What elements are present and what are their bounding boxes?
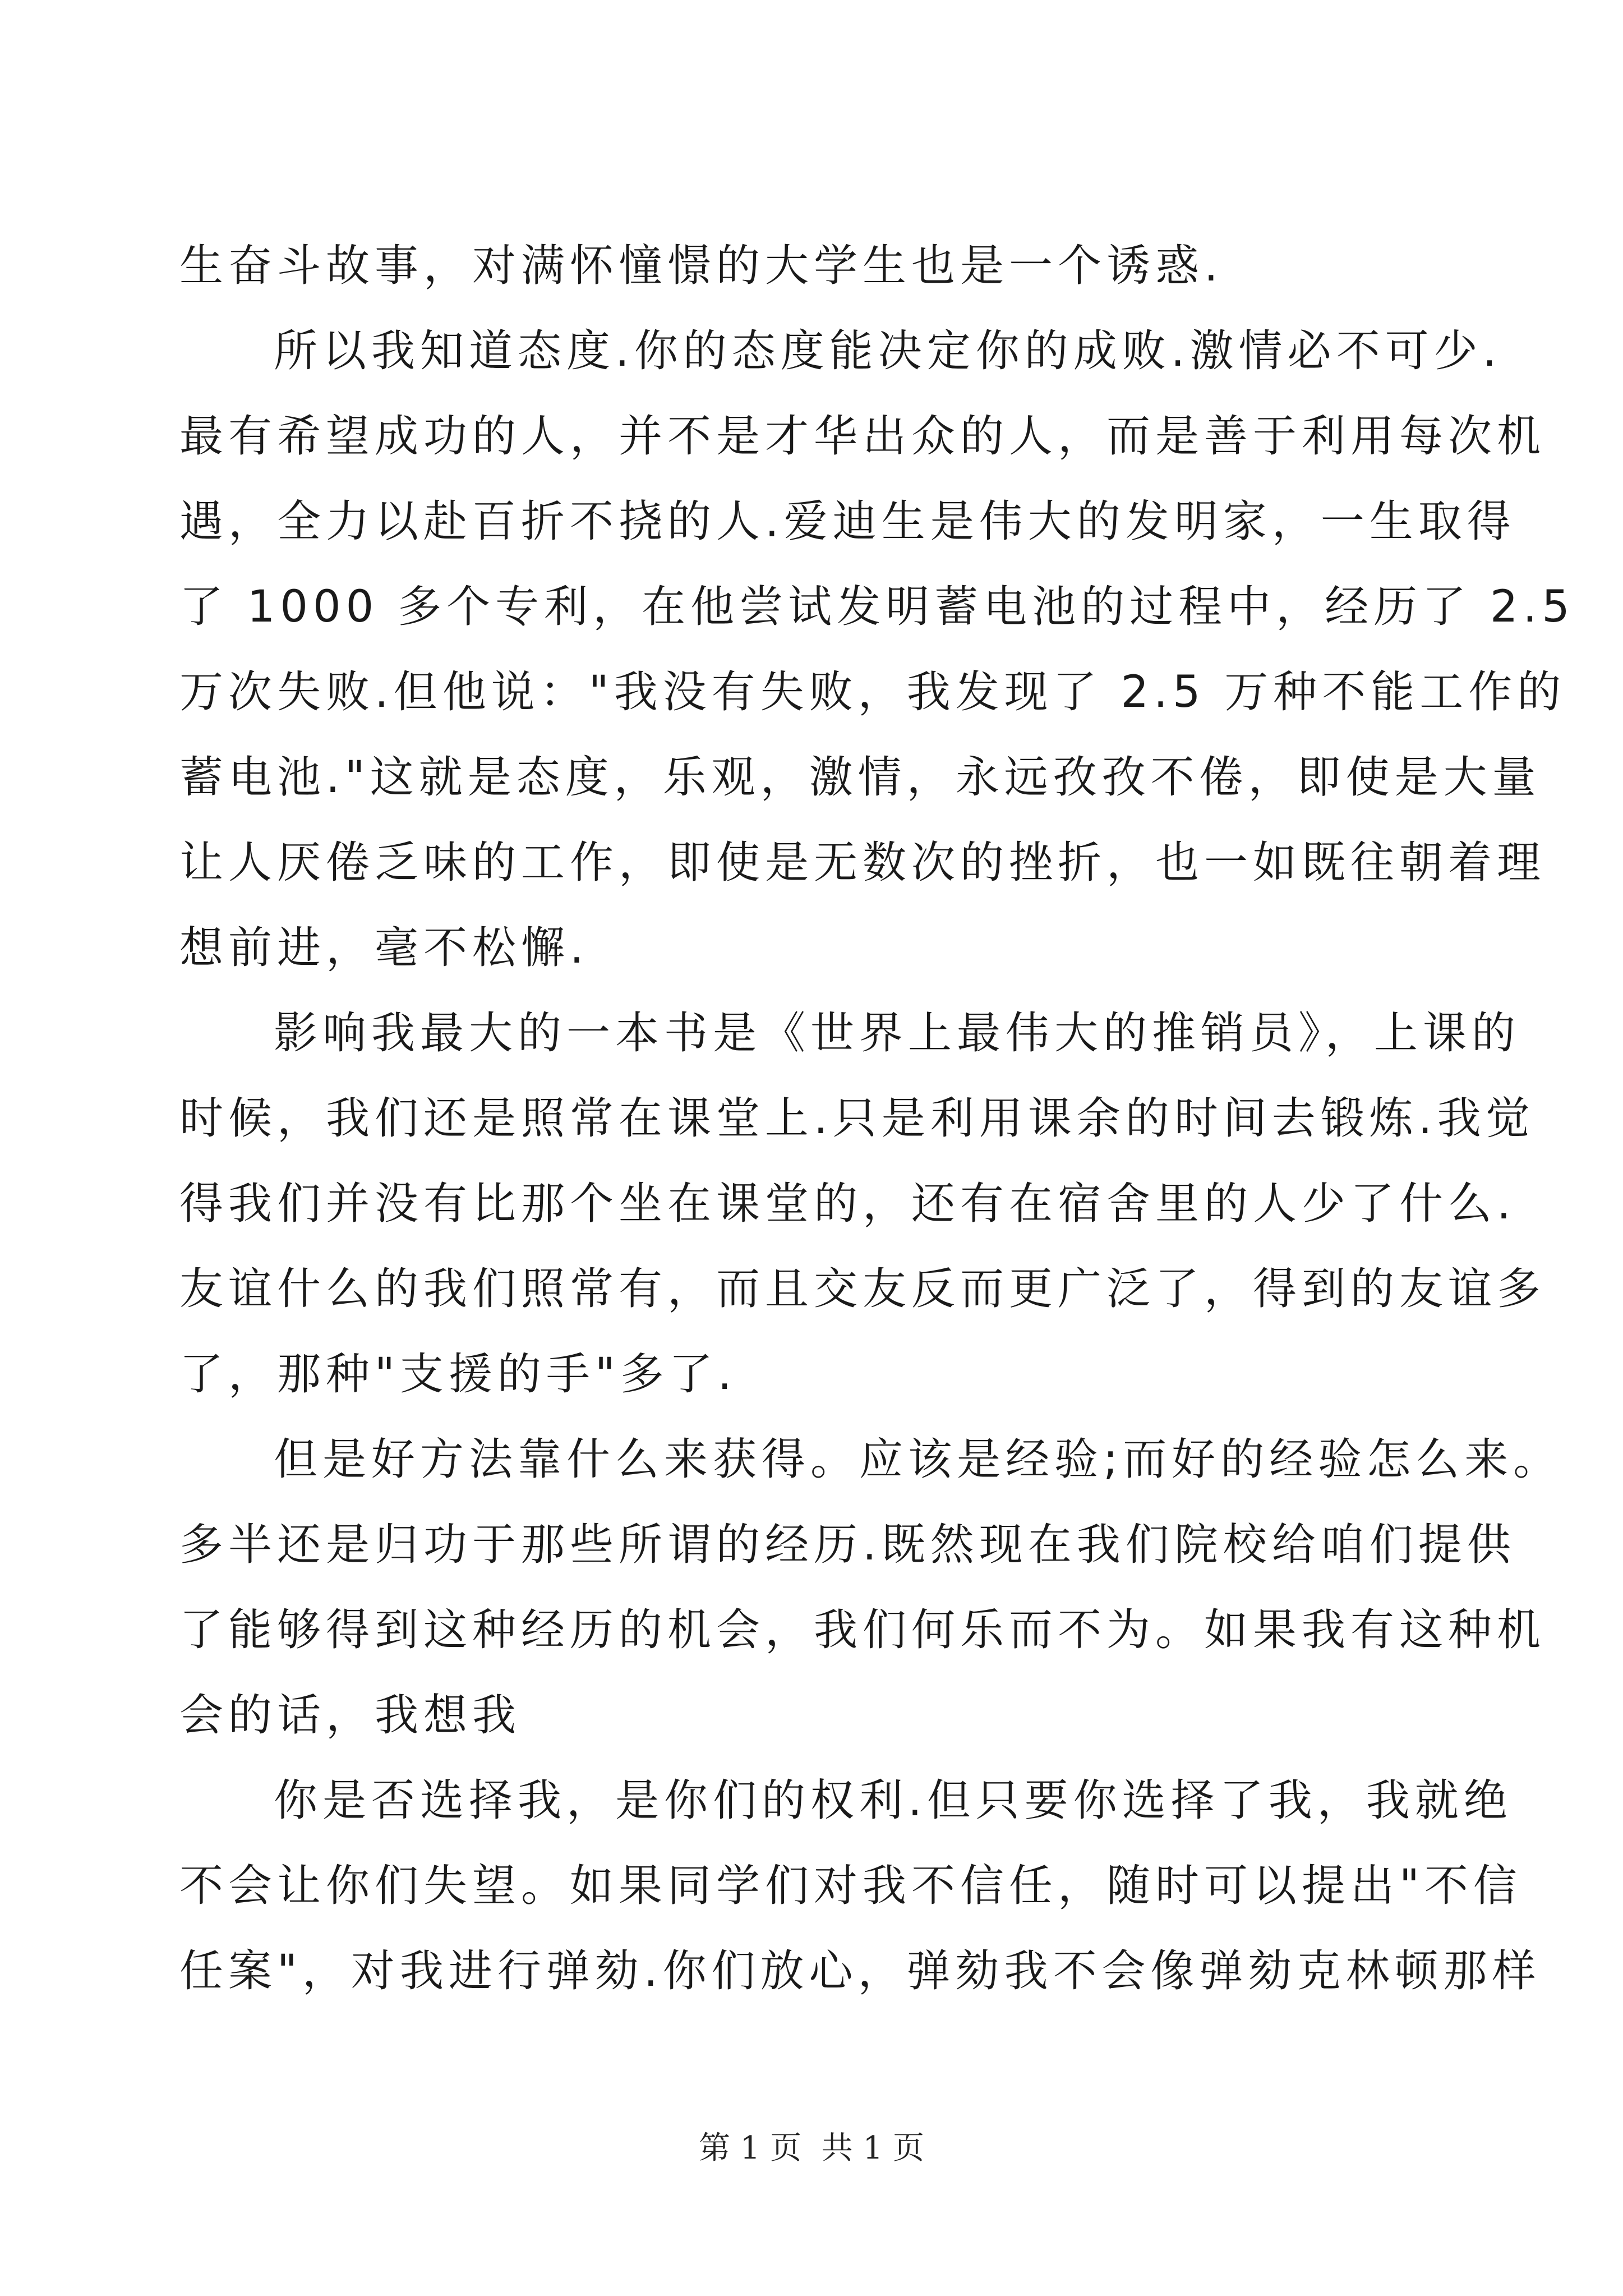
text-line-18: 会的话，我想我	[179, 1690, 522, 1741]
text-line-15: 但是好方法靠什么来获得。应该是经验;而好的经验怎么来。	[274, 1434, 1562, 1485]
text-line-9: 想前进，毫不松懈.	[179, 923, 589, 973]
page-number: 第 1 页 共 1 页	[698, 2130, 925, 2166]
text-line-2: 所以我知道态度.你的态度能决定你的成败.激情必不可少.	[274, 326, 1502, 376]
text-line-10: 影响我最大的一本书是《世界上最伟大的推销员》，上课的	[274, 1008, 1521, 1059]
text-line-21: 任案"，对我进行弹劾.你们放心，弹劾我不会像弹劾克林顿那样	[179, 1946, 1541, 1996]
text-line-13: 友谊什么的我们照常有，而且交友反而更广泛了，得到的友谊多	[179, 1264, 1546, 1314]
text-line-19: 你是否选择我，是你们的权利.但只要你选择了我，我就绝	[274, 1775, 1513, 1826]
text-line-17: 了能够得到这种经历的机会，我们何乐而不为。如果我有这种机	[179, 1605, 1546, 1655]
text-line-1: 生奋斗故事，对满怀憧憬的大学生也是一个诱惑.	[179, 241, 1223, 291]
text-line-3: 最有希望成功的人，并不是才华出众的人，而是善于利用每次机	[179, 411, 1546, 462]
text-line-14: 了，那种"支援的手"多了.	[179, 1349, 737, 1400]
text-line-11: 时候，我们还是照常在课堂上.只是利用课余的时间去锻炼.我觉	[179, 1093, 1535, 1144]
text-line-20: 不会让你们失望。如果同学们对我不信任，随时可以提出"不信	[179, 1861, 1522, 1911]
text-line-12: 得我们并没有比那个坐在课堂的，还有在宿舍里的人少了什么.	[179, 1179, 1516, 1229]
text-line-4: 遇，全力以赴百折不挠的人.爱迪生是伟大的发明家，一生取得	[179, 496, 1516, 547]
text-line-7: 蓄电池."这就是态度，乐观，激情，永远孜孜不倦，即使是大量	[179, 752, 1541, 803]
text-line-8: 让人厌倦乏味的工作，即使是无数次的挫折，也一如既往朝着理	[179, 838, 1546, 888]
page-footer	[0, 2129, 1623, 2168]
text-line-5: 了 1000 多个专利，在他尝试发明蓄电池的过程中，经历了 2.5	[179, 582, 1575, 632]
document-body	[179, 223, 1575, 2014]
text-line-16: 多半还是归功于那些所谓的经历.既然现在我们院校给咱们提供	[179, 1520, 1516, 1570]
text-line-6: 万次失败.但他说："我没有失败，我发现了 2.5 万种不能工作的	[179, 667, 1566, 717]
